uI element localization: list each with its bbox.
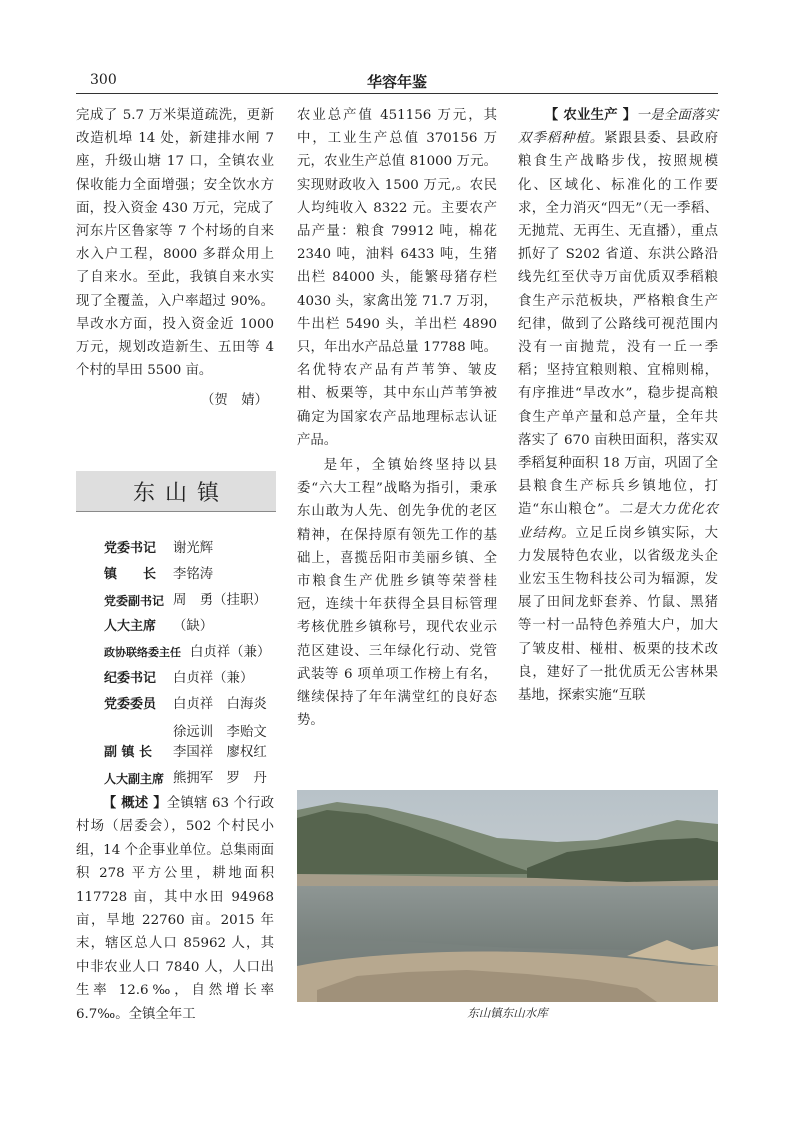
official-names: 周 勇（挂职） bbox=[173, 593, 267, 608]
official-row bbox=[76, 767, 286, 791]
official-names: 熊拥军 罗 丹 bbox=[173, 771, 267, 786]
official-names: 白贞祥（兼） bbox=[173, 671, 254, 686]
official-names: 徐远训 李贻文 bbox=[173, 725, 267, 740]
official-title: 副 镇 长 bbox=[104, 745, 153, 760]
official-names: 谢光辉 bbox=[173, 541, 214, 556]
town-heading: 东山镇 bbox=[132, 480, 229, 506]
official-names: 李铭涛 bbox=[173, 567, 214, 582]
official-title: 党委副书记 bbox=[104, 594, 165, 608]
official-row bbox=[76, 667, 286, 691]
official-names: 李国祥 廖权红 bbox=[173, 745, 267, 760]
photo-caption: 东山镇东山水库 bbox=[467, 1006, 548, 1020]
agriculture-lead-1: 一是全面落实双季稻种植。 bbox=[518, 108, 719, 147]
overview-text: 全镇辖 63 个行政村场（居委会），502 个村民小组，14 个企事业单位。总集雨面积 278 平方公里，耕地面积 117728 亩，其中水田 94968 亩，旱地 22760 亩。2015 年末，辖区总人口 85962 人，其中非农业人口 7840 人，人口出生率 12.6‰，自然增长率 6.7‰。全镇全年工 bbox=[76, 796, 274, 1022]
col1-paragraph: 完成了 5.7 万米渠道疏洗，更新改造机埠 14 处，新建排水闸 7 座，升级山塘 17 口，全镇农业保收能力全面增强；安全饮水方面，投入资金 430 万元，完成了河东片区鲁家等 7 个村场的自来水入户工程，8000 多群众用上了自来水。至此，我镇自来水实现了全覆盖，入户率超过 90%。旱改水方面，投入资金近 1000 万元，规划改造新生、五田等 4 个村的旱田 5500 亩。 bbox=[76, 108, 274, 379]
overview-paragraph bbox=[76, 792, 274, 1026]
page-header bbox=[76, 68, 718, 94]
agriculture-text-1: 紧跟县委、县政府粮食生产战略步伐，按照规模化、区域化、标准化的工作要求，全力消灭“四无”（无一季稻、无抛荒、无再生、无直播），重点抓好了 S202 省道、东洪公路沿线先红至伏寺万亩优质双季稻粮食生产示范板块，严格粮食生产纪律，做到了公路线可视范围内没有一亩抛荒，没有一丘一季稻；坚持宜粮则粮、宜棉则棉，有序推进“旱改水”，稳步提高粮食生产单产量和总产量，全年共落实了 670 亩秧田面积，落实双季稻复种面积 18 万亩，巩固了全县粮食生产标兵乡镇地位，打造“东山粮仓”。 bbox=[518, 131, 719, 518]
official-row bbox=[76, 589, 286, 613]
column-2 bbox=[297, 104, 497, 732]
agriculture-label: 【 农业生产 】 bbox=[544, 108, 637, 123]
official-title: 镇 长 bbox=[104, 567, 157, 582]
reservoir-photo-illustration bbox=[297, 790, 718, 1002]
book-title: 华容年鉴 bbox=[366, 73, 427, 91]
page-number: 300 bbox=[90, 72, 117, 88]
header-rule bbox=[76, 93, 718, 94]
agriculture-lead-2: 二是大力优化农业结构。 bbox=[518, 502, 719, 541]
official-names: （缺） bbox=[173, 619, 214, 634]
col2-paragraph-2: 是年，全镇始终坚持以县委“六大工程”战略为指引，秉承东山敢为人先、创先争优的老区精神，在保持原有领先工作的基础上，喜揽岳阳市美丽乡镇、全市粮食生产优胜乡镇等荣誉桂冠，连续十年获得全县目标管理考核优胜乡镇称号，现代农业示范区建设、三年绿化行动、党管武装等 6 项单项工作榜上有名，继续保持了年年满堂红的良好态势。 bbox=[297, 458, 497, 729]
official-row bbox=[76, 641, 286, 665]
official-row bbox=[76, 741, 286, 765]
official-title: 人大副主席 bbox=[104, 772, 165, 786]
official-title: 党委书记 bbox=[104, 541, 157, 556]
official-title: 纪委书记 bbox=[104, 671, 157, 686]
town-heading-box bbox=[76, 471, 276, 512]
reservoir-photo bbox=[297, 790, 718, 1002]
official-names: 白贞祥 白海炎 bbox=[173, 697, 267, 712]
official-row bbox=[76, 615, 286, 639]
overview-section bbox=[76, 792, 274, 1026]
official-title: 政协联络委主任 bbox=[104, 646, 181, 659]
official-title: 人大主席 bbox=[104, 619, 157, 634]
overview-label: 【 概述 】 bbox=[102, 796, 167, 811]
column-1 bbox=[76, 104, 274, 413]
agriculture-paragraph bbox=[518, 104, 718, 707]
official-row bbox=[76, 537, 286, 561]
author-signature: （贺 婧） bbox=[201, 393, 268, 409]
official-row bbox=[76, 693, 286, 717]
official-row bbox=[76, 563, 286, 587]
col2-paragraph-1: 农业总产值 451156 万元，其中，工业生产总值 370156 万元，农业生产总值 81000 万元。实现财政收入 1500 万元,。农民人均纯收入 8322 元。主要农产品产量：粮食 79912 吨，棉花 2340 吨，油料 6433 吨，生猪出栏 84000 头，能繁母猪存栏 4030 头，家禽出笼 71.7 万羽，牛出栏 5490 头，羊出栏 4890 只，年出水产品总量 17788 吨。名优特农产品有芦苇笋、皱皮柑、板栗等，其中东山芦苇笋被确定为国家农产品地理标志认证产品。 bbox=[297, 108, 497, 448]
column-3 bbox=[518, 104, 718, 707]
official-title: 党委委员 bbox=[104, 697, 157, 712]
agriculture-text-2: 立足丘岗乡镇实际，大力发展特色农业，以省级龙头企业宏玉生物科技公司为辐源，发展了田间龙虾套养、竹鼠、黑猪等一村一品特色养殖大户，加大了皱皮柑、椪柑、板栗的技术改良，建好了一批优质无公害林果基地，探索实施“互联 bbox=[518, 525, 719, 704]
official-names: 白贞祥（兼） bbox=[190, 645, 271, 660]
